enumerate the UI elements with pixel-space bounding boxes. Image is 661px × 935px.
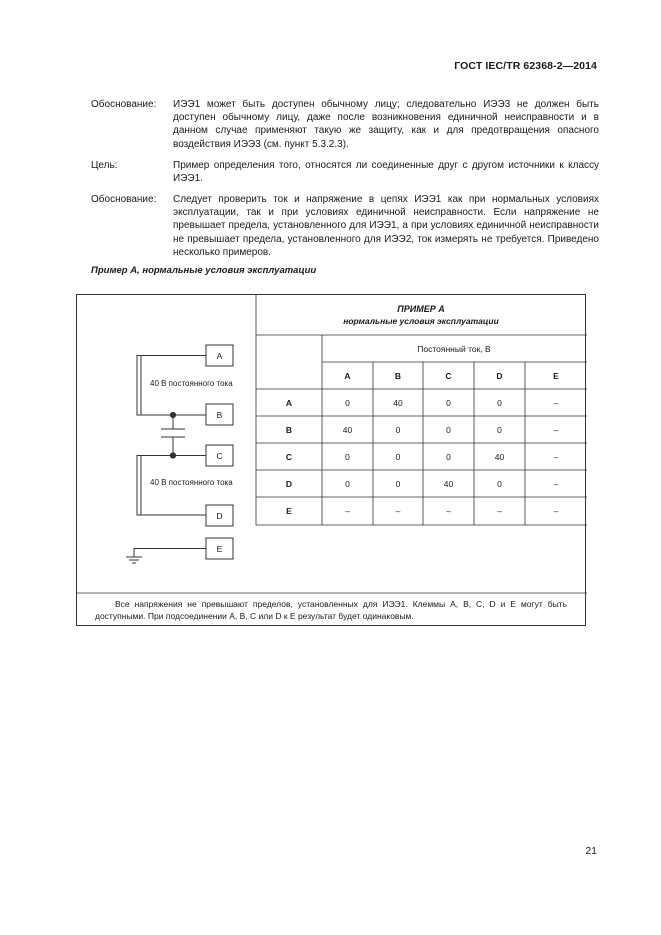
column-header-c: C (445, 371, 452, 381)
paragraph-rationale-2 (91, 193, 599, 259)
table-cell: 0 (446, 425, 451, 435)
row-label-d: D (285, 479, 293, 489)
column-header-a: A (344, 371, 351, 381)
source-2-label: 40 В постоянного тока (150, 478, 233, 487)
table-cell: – (345, 506, 350, 516)
table-subtitle: нормальные условия эксплуатации (343, 316, 499, 326)
row-label-c: C (285, 452, 293, 462)
junction-dot-b (170, 412, 175, 417)
table-cell: 40 (342, 425, 353, 435)
row-label-a: A (285, 398, 293, 408)
terminal-d-label: D (216, 511, 223, 521)
table-cell: – (497, 506, 502, 516)
paragraph-label: Цель: (91, 160, 118, 171)
paragraph-text: ИЭЭ1 может быть доступен обычному лицу; следовательно ИЭЭ3 не должен быть доступен обычному лицу, даже после возникновения единичной неисправности и в данном случае применяют такую же защиту, как и для предотвращения опасного воздействия ИЭЭ3 (см. пункт 5.3.2.3). (173, 99, 599, 150)
paragraph-label: Обоснование: (91, 194, 157, 205)
terminal-b-label: B (216, 410, 223, 420)
ground-wiring (134, 549, 206, 558)
table-cell: – (395, 506, 401, 516)
document-id: ГОСТ IEC/TR 62368-2—2014 (454, 60, 597, 72)
table-cell: 0 (446, 452, 451, 462)
table-cell: 40 (393, 398, 403, 408)
table-cell: – (553, 398, 559, 408)
paragraph-text: Следует проверить ток и напряжение в цепях ИЭЭ1 как при нормальных условиях эксплуатации, так и при условиях единичной неисправности. Если напряжение не превышает предела, установленного для ИЭЭ1, а при условиях единичной неисправности не превышает предела, установленного для ИЭЭ2, ток измерять не требуется. Приведено несколько примеров. (173, 194, 599, 258)
table-cell: 0 (395, 479, 401, 489)
table-title: ПРИМЕР А (397, 304, 445, 314)
table-cell: 0 (395, 452, 401, 462)
terminal-a-label: A (216, 351, 223, 361)
figure-svg (77, 295, 587, 627)
table-cell: – (446, 506, 451, 516)
figure-caption: Пример А, нормальные условия эксплуатации (91, 265, 317, 276)
table-cell: 0 (497, 425, 502, 435)
table-cell: 0 (345, 398, 350, 408)
table-cell: – (553, 452, 559, 462)
table-cell: 0 (395, 425, 401, 435)
example-figure (76, 294, 586, 626)
junction-dot-c (170, 453, 175, 458)
table-cell: – (553, 479, 559, 489)
table-column-headers (344, 371, 559, 381)
terminal-c-label: C (216, 451, 223, 461)
table-text (286, 304, 559, 516)
terminal-e-label: E (216, 544, 223, 554)
column-header-b: B (394, 371, 402, 381)
table-cell: 40 (443, 479, 454, 489)
table-cell: – (553, 506, 559, 516)
paragraph-text: Пример определения того, относятся ли соединенные друг с другом источники к классу ИЭЭ1. (173, 160, 599, 185)
table-cell: 0 (446, 398, 451, 408)
page-number: 21 (585, 845, 597, 857)
table-cell: 0 (497, 479, 502, 489)
table-cell: 0 (345, 479, 350, 489)
table-group-header: Постоянный ток, В (417, 344, 491, 354)
paragraph-rationale-1 (91, 98, 599, 151)
table-cell: – (553, 425, 559, 435)
paragraph-label: Обоснование: (91, 99, 157, 110)
figure-note: Все напряжения не превышают пределов, установленных для ИЭЭ1. Клеммы A, B, C, D и E могут быть доступными. При подсоединении A, B, C или D к E результат будет одинаковым. (95, 599, 567, 621)
row-label-b: B (285, 425, 293, 435)
source-1-label: 40 В постоянного тока (150, 379, 233, 388)
table-cell: 0 (497, 398, 502, 408)
source-labels (147, 377, 249, 488)
row-label-e: E (286, 506, 292, 516)
column-header-d: D (496, 371, 503, 381)
table-cell: 40 (494, 452, 505, 462)
column-header-e: E (553, 371, 559, 381)
paragraph-purpose (91, 159, 599, 185)
table-cell: 0 (345, 452, 350, 462)
